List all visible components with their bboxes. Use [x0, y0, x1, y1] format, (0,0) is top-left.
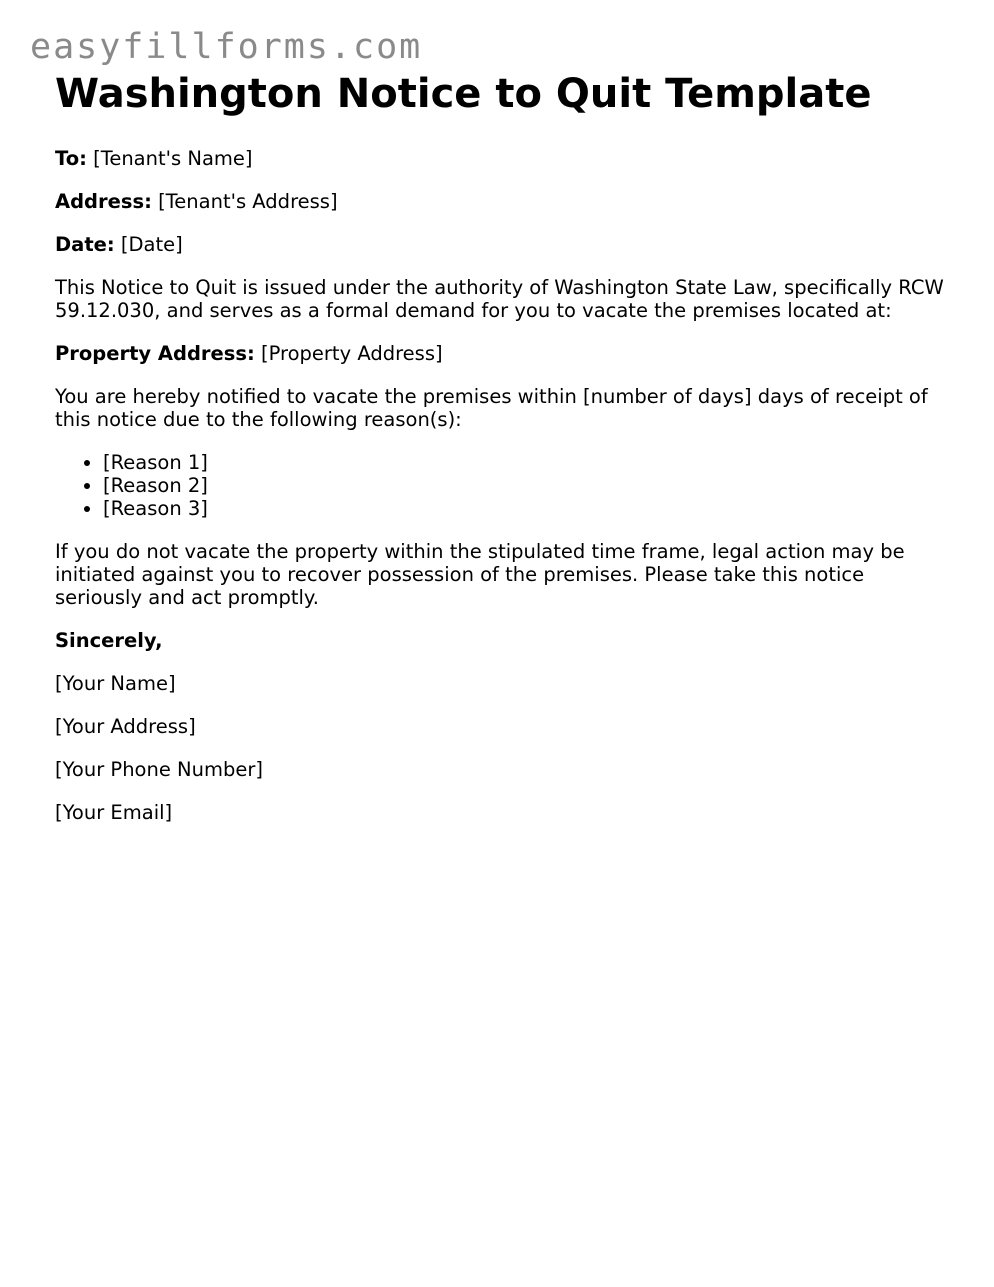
date-value: [Date] — [120, 233, 183, 256]
watermark: easyfillforms.com — [30, 27, 423, 67]
list-item: • [Reason 1] — [103, 451, 955, 474]
sender-address: [Your Address] — [55, 715, 196, 738]
notice-paragraph: You are hereby notified to vacate the premises within [number of days] days of receipt of this notice due to the following reason(s): — [55, 385, 928, 431]
sender-email: [Your Email] — [55, 801, 173, 824]
to-line — [55, 147, 955, 170]
property-value: [Property Address] — [261, 342, 443, 365]
property-label: Property Address: — [55, 342, 255, 365]
to-label: To: — [55, 147, 87, 170]
address-line — [55, 190, 955, 213]
list-item: • [Reason 3] — [103, 497, 955, 520]
date-label: Date: — [55, 233, 115, 256]
closing: Sincerely, — [55, 629, 163, 652]
document — [55, 68, 955, 824]
to-value: [Tenant's Name] — [93, 147, 253, 170]
reasons-list — [55, 451, 955, 520]
sender-phone: [Your Phone Number] — [55, 758, 263, 781]
property-line — [55, 342, 955, 365]
sender-name: [Your Name] — [55, 672, 176, 695]
address-label: Address: — [55, 190, 152, 213]
date-line — [55, 233, 955, 256]
recipient-block — [55, 147, 955, 256]
warning-paragraph: If you do not vacate the property within the stipulated time frame, legal action may be initiated against you to recover possession of the premises. Please take this notice seriously and act promptly. — [55, 540, 905, 609]
page-title: Washington Notice to Quit Template — [55, 71, 872, 117]
intro-paragraph: This Notice to Quit is issued under the authority of Washington State Law, specifically RCW 59.12.030, and serves as a formal demand for you to vacate the premises located at: — [55, 276, 944, 322]
address-value: [Tenant's Address] — [158, 190, 338, 213]
list-item: • [Reason 2] — [103, 474, 955, 497]
